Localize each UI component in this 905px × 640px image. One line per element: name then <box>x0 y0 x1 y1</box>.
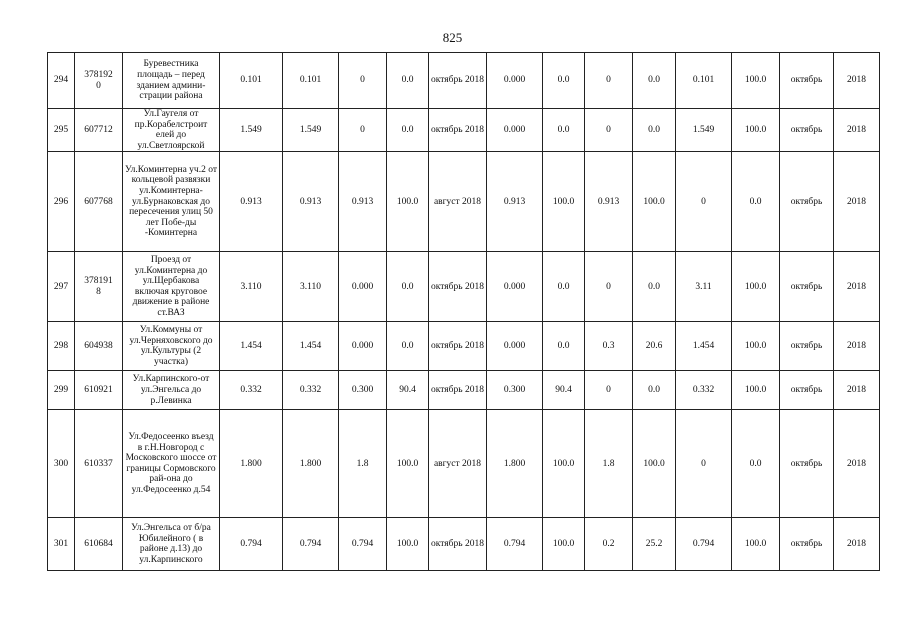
deadline-year-cell: 2018 <box>834 53 880 109</box>
planned-date-cell: октябрь 2018 <box>429 53 487 109</box>
deadline-year-cell: 2018 <box>834 371 880 410</box>
length-plan-cell: 1.800 <box>283 410 339 518</box>
table-row <box>48 518 880 571</box>
completed-length-cell: 0 <box>339 53 387 109</box>
page-number: 825 <box>442 30 463 45</box>
extra-length-cell: 0.2 <box>585 518 633 571</box>
extra-percent-cell: 0.0 <box>633 53 676 109</box>
row-number-cell: 301 <box>48 518 75 571</box>
deadline-year-cell: 2018 <box>834 109 880 152</box>
remaining-percent-cell: 0.0 <box>732 410 780 518</box>
fact-length-cell: 0.000 <box>487 322 543 371</box>
extra-percent-cell: 0.0 <box>633 252 676 322</box>
table-row <box>48 252 880 322</box>
fact-length-cell: 0.794 <box>487 518 543 571</box>
completed-percent-cell: 0.0 <box>387 109 429 152</box>
extra-length-cell: 0.3 <box>585 322 633 371</box>
road-description-cell: Ул.Федосеенко въезд в г.Н.Новгород с Московского шоссе от границы Сормовского рай-она до ул.Федосеенко д.54 <box>123 410 220 518</box>
object-code-cell: 607768 <box>75 152 123 252</box>
deadline-month-cell: октябрь <box>780 371 834 410</box>
fact-length-cell: 0.913 <box>487 152 543 252</box>
length-plan-cell: 1.549 <box>283 109 339 152</box>
completed-percent-cell: 100.0 <box>387 410 429 518</box>
remaining-percent-cell: 100.0 <box>732 53 780 109</box>
length-total-cell: 1.549 <box>220 109 283 152</box>
table-row <box>48 410 880 518</box>
completed-percent-cell: 0.0 <box>387 322 429 371</box>
length-total-cell: 0.332 <box>220 371 283 410</box>
object-code-cell: 378192 0 <box>75 53 123 109</box>
completed-percent-cell: 90.4 <box>387 371 429 410</box>
remaining-length-cell: 3.11 <box>676 252 732 322</box>
remaining-length-cell: 0 <box>676 410 732 518</box>
road-description-cell: Ул.Энгельса от б/ра Юбилейного ( в районе д.13) до ул.Карпинского <box>123 518 220 571</box>
deadline-year-cell: 2018 <box>834 322 880 371</box>
fact-length-cell: 0.000 <box>487 53 543 109</box>
completed-length-cell: 0.913 <box>339 152 387 252</box>
completed-length-cell: 0 <box>339 109 387 152</box>
length-total-cell: 3.110 <box>220 252 283 322</box>
fact-percent-cell: 90.4 <box>543 371 585 410</box>
deadline-year-cell: 2018 <box>834 252 880 322</box>
remaining-percent-cell: 100.0 <box>732 518 780 571</box>
length-plan-cell: 3.110 <box>283 252 339 322</box>
road-description-cell: Ул.Коммуны от ул.Черняховского до ул.Культуры (2 участка) <box>123 322 220 371</box>
extra-length-cell: 1.8 <box>585 410 633 518</box>
completed-length-cell: 1.8 <box>339 410 387 518</box>
length-plan-cell: 0.101 <box>283 53 339 109</box>
remaining-length-cell: 0.332 <box>676 371 732 410</box>
length-total-cell: 0.101 <box>220 53 283 109</box>
extra-length-cell: 0 <box>585 371 633 410</box>
fact-percent-cell: 100.0 <box>543 152 585 252</box>
length-plan-cell: 1.454 <box>283 322 339 371</box>
table-row <box>48 322 880 371</box>
table-row <box>48 152 880 252</box>
row-number-cell: 298 <box>48 322 75 371</box>
deadline-month-cell: октябрь <box>780 410 834 518</box>
road-description-cell: Проезд от ул.Коминтерна до ул.Щербакова включая круговое движение в районе ст.ВАЗ <box>123 252 220 322</box>
extra-percent-cell: 100.0 <box>633 410 676 518</box>
planned-date-cell: август 2018 <box>429 152 487 252</box>
deadline-month-cell: октябрь <box>780 518 834 571</box>
road-description-cell: Ул.Карпинского-от ул.Энгельса до р.Левинка <box>123 371 220 410</box>
object-code-cell: 378191 8 <box>75 252 123 322</box>
remaining-percent-cell: 100.0 <box>732 252 780 322</box>
completed-percent-cell: 0.0 <box>387 252 429 322</box>
completed-percent-cell: 100.0 <box>387 518 429 571</box>
road-description-cell: Ул.Коминтерна уч.2 от кольцевой развязки ул.Коминтерна-ул.Бурнаковская до пересечения улиц 50 лет Побе-ды -Коминтерна <box>123 152 220 252</box>
length-plan-cell: 0.794 <box>283 518 339 571</box>
object-code-cell: 610337 <box>75 410 123 518</box>
object-code-cell: 607712 <box>75 109 123 152</box>
completed-percent-cell: 0.0 <box>387 53 429 109</box>
row-number-cell: 297 <box>48 252 75 322</box>
remaining-percent-cell: 100.0 <box>732 371 780 410</box>
extra-length-cell: 0 <box>585 109 633 152</box>
length-plan-cell: 0.913 <box>283 152 339 252</box>
length-total-cell: 1.800 <box>220 410 283 518</box>
object-code-cell: 604938 <box>75 322 123 371</box>
length-plan-cell: 0.332 <box>283 371 339 410</box>
table-row <box>48 371 880 410</box>
length-total-cell: 1.454 <box>220 322 283 371</box>
planned-date-cell: октябрь 2018 <box>429 109 487 152</box>
row-number-cell: 299 <box>48 371 75 410</box>
row-number-cell: 296 <box>48 152 75 252</box>
extra-percent-cell: 20.6 <box>633 322 676 371</box>
deadline-year-cell: 2018 <box>834 152 880 252</box>
completed-length-cell: 0.000 <box>339 322 387 371</box>
row-number-cell: 295 <box>48 109 75 152</box>
deadline-month-cell: октябрь <box>780 53 834 109</box>
completed-length-cell: 0.000 <box>339 252 387 322</box>
table-row <box>48 53 880 109</box>
remaining-length-cell: 1.549 <box>676 109 732 152</box>
extra-length-cell: 0 <box>585 53 633 109</box>
extra-length-cell: 0.913 <box>585 152 633 252</box>
fact-length-cell: 0.000 <box>487 252 543 322</box>
deadline-year-cell: 2018 <box>834 518 880 571</box>
fact-percent-cell: 100.0 <box>543 518 585 571</box>
fact-percent-cell: 0.0 <box>543 109 585 152</box>
planned-date-cell: октябрь 2018 <box>429 322 487 371</box>
planned-date-cell: октябрь 2018 <box>429 518 487 571</box>
completed-percent-cell: 100.0 <box>387 152 429 252</box>
completed-length-cell: 0.300 <box>339 371 387 410</box>
length-total-cell: 0.794 <box>220 518 283 571</box>
remaining-percent-cell: 0.0 <box>732 152 780 252</box>
fact-length-cell: 0.000 <box>487 109 543 152</box>
deadline-year-cell: 2018 <box>834 410 880 518</box>
row-number-cell: 294 <box>48 53 75 109</box>
extra-percent-cell: 0.0 <box>633 109 676 152</box>
deadline-month-cell: октябрь <box>780 109 834 152</box>
completed-length-cell: 0.794 <box>339 518 387 571</box>
remaining-length-cell: 0 <box>676 152 732 252</box>
extra-percent-cell: 0.0 <box>633 371 676 410</box>
remaining-length-cell: 0.101 <box>676 53 732 109</box>
length-total-cell: 0.913 <box>220 152 283 252</box>
deadline-month-cell: октябрь <box>780 322 834 371</box>
deadline-month-cell: октябрь <box>780 152 834 252</box>
extra-length-cell: 0 <box>585 252 633 322</box>
planned-date-cell: октябрь 2018 <box>429 252 487 322</box>
remaining-length-cell: 0.794 <box>676 518 732 571</box>
deadline-month-cell: октябрь <box>780 252 834 322</box>
table-row <box>48 109 880 152</box>
fact-length-cell: 1.800 <box>487 410 543 518</box>
fact-percent-cell: 100.0 <box>543 410 585 518</box>
fact-percent-cell: 0.0 <box>543 53 585 109</box>
fact-percent-cell: 0.0 <box>543 252 585 322</box>
row-number-cell: 300 <box>48 410 75 518</box>
extra-percent-cell: 100.0 <box>633 152 676 252</box>
extra-percent-cell: 25.2 <box>633 518 676 571</box>
road-description-cell: Буревестника площадь – перед зданием админи-страции района <box>123 53 220 109</box>
fact-percent-cell: 0.0 <box>543 322 585 371</box>
remaining-length-cell: 1.454 <box>676 322 732 371</box>
road-description-cell: Ул.Гаугеля от пр.Корабелстроит елей до ул.Светлоярской <box>123 109 220 152</box>
planned-date-cell: октябрь 2018 <box>429 371 487 410</box>
object-code-cell: 610921 <box>75 371 123 410</box>
fact-length-cell: 0.300 <box>487 371 543 410</box>
remaining-percent-cell: 100.0 <box>732 322 780 371</box>
planned-date-cell: август 2018 <box>429 410 487 518</box>
remaining-percent-cell: 100.0 <box>732 109 780 152</box>
road-repair-table <box>47 52 880 571</box>
object-code-cell: 610684 <box>75 518 123 571</box>
